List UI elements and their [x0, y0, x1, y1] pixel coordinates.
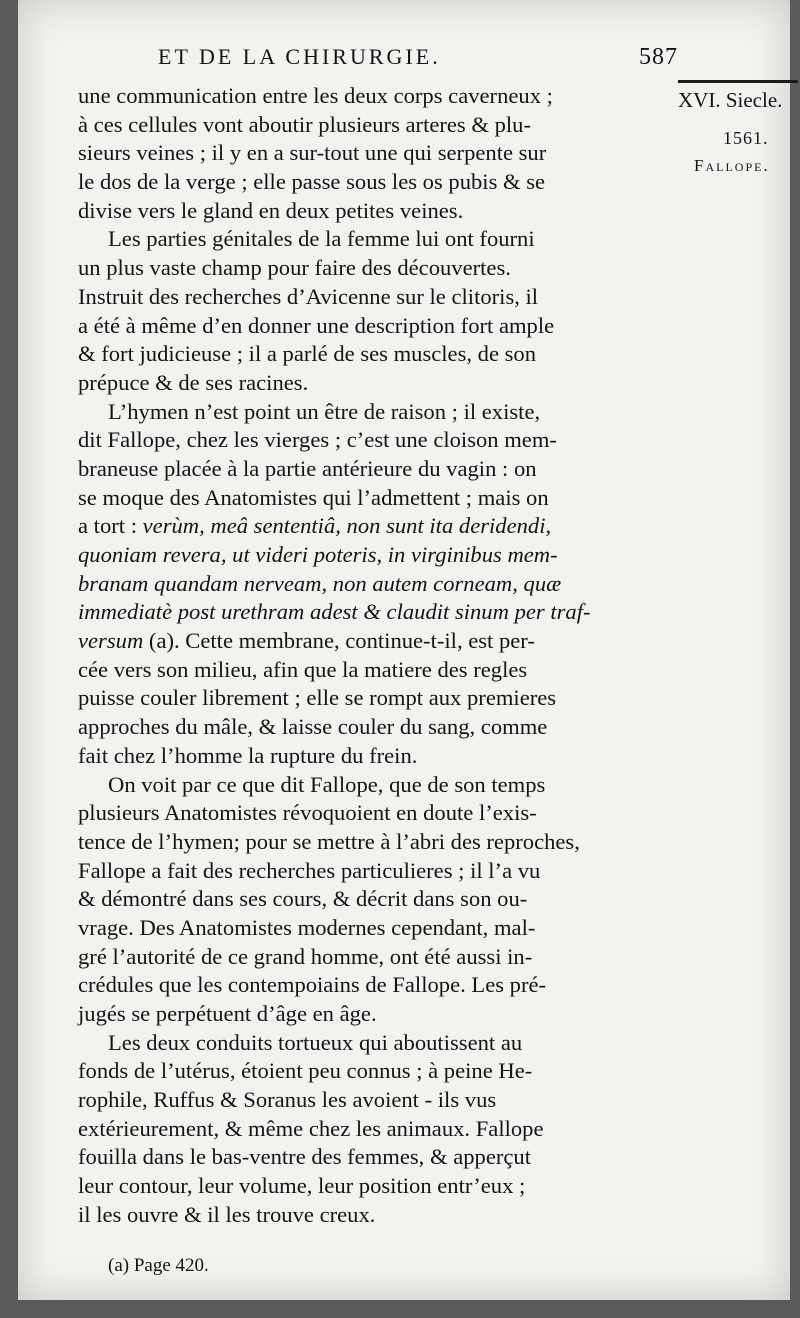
text-line-content: L’hymen n’est point un être de raison ; il existe, — [108, 398, 541, 424]
text-line — [78, 197, 674, 226]
text-line-content: une communication entre les deux corps caverneux ; — [78, 83, 553, 108]
text-line-content: dit Fallope, chez les vierges ; c’est une cloison mem- — [78, 427, 557, 453]
text-line — [78, 885, 674, 914]
text-line-content: rophile, Ruffus & Soranus les avoient - ils vus — [78, 1087, 497, 1113]
text-line-content: & fort judicieuse ; il a parlé de ses muscles, de son — [78, 341, 537, 367]
text-line-content: a tort : — [78, 513, 137, 539]
text-line-content: fouilla dans le bas-ventre des femmes, & apperçut — [78, 1144, 531, 1170]
book-page — [18, 0, 790, 1300]
text-line — [78, 1086, 674, 1115]
text-line — [78, 225, 674, 254]
text-line-content: Les parties génitales de la femme lui ont fourni — [108, 226, 535, 252]
text-line — [78, 771, 674, 800]
text-line-content: leur contour, leur volume, leur position entr’eux ; — [78, 1173, 526, 1199]
text-line — [78, 254, 674, 283]
text-line — [78, 684, 674, 713]
text-line-content: plusieurs Anatomistes révoquoient en doute l’exis- — [78, 800, 537, 826]
text-line-content: le dos de la verge ; elle passe sous les os pubis & se — [78, 169, 546, 195]
text-line-content: braneuse placée à la partie antérieure du vagin : on — [78, 455, 537, 481]
text-line-content: divise vers le gland en deux petites veines. — [78, 197, 464, 223]
text-line — [78, 799, 674, 828]
text-line — [78, 1057, 674, 1086]
text-line-content: il les ouvre & il les trouve creux. — [78, 1201, 376, 1227]
running-title: ET DE LA CHIRURGIE. — [158, 44, 441, 69]
text-line-content: puisse couler librement ; elle se rompt aux premieres — [78, 685, 557, 711]
text-line-content: cée vers son milieu, afin que la matiere des regles — [78, 656, 528, 682]
text-line-content: Les deux conduits tortueux qui aboutissent au — [108, 1029, 523, 1055]
text-line — [78, 742, 674, 771]
text-line-content: à ces cellules vont aboutir plusieurs arteres & plu- — [78, 111, 531, 137]
text-line-content: jugés se perpétuent d’âge en âge. — [78, 1001, 377, 1026]
text-line-content: gré l’autorité de ce grand homme, ont été aussi in- — [78, 943, 533, 969]
text-line — [78, 598, 674, 627]
text-line — [78, 484, 674, 513]
text-line — [78, 713, 674, 742]
text-line — [78, 1201, 674, 1230]
text-line-content: fait chez l’homme la rupture du frein. — [78, 742, 418, 768]
text-line-content: extérieurement, & même chez les animaux. Fallope — [78, 1115, 544, 1141]
text-line — [78, 512, 674, 541]
margin-year: 1561. — [723, 128, 769, 148]
text-line — [78, 111, 674, 140]
text-line-content: sieurs veines ; il y en a sur-tout une qui serpente sur — [78, 140, 547, 166]
text-line — [78, 340, 674, 369]
margin-name: Fallope. — [694, 156, 770, 175]
margin-century: XVI. Siecle. — [678, 88, 783, 112]
text-line — [78, 541, 674, 570]
page-number: 587 — [639, 44, 678, 70]
text-line-content: approches du mâle, & laisse couler du sang, comme — [78, 714, 548, 740]
text-line-content: se moque des Anatomistes qui l’admettent ; mais on — [78, 484, 549, 510]
text-line — [78, 455, 674, 484]
text-line-content: & démontré dans ses cours, & décrit dans son ou- — [78, 886, 528, 912]
text-line — [78, 828, 674, 857]
text-line-content: immediatè post urethram adest & claudit sinum per traf- — [78, 599, 591, 625]
text-line — [78, 312, 674, 341]
text-line — [78, 369, 674, 398]
text-line — [78, 283, 674, 312]
text-line-content: un plus vaste champ pour faire des découvertes. — [78, 255, 511, 281]
margin-rule — [678, 80, 798, 83]
text-line — [78, 1115, 674, 1144]
footnote: (a) Page 420. — [108, 1255, 209, 1276]
text-line-italic: verùm, meâ sententiâ, non sunt ita deridendi, — [136, 513, 552, 539]
text-line — [78, 627, 674, 656]
text-line — [78, 1029, 674, 1058]
text-line — [78, 398, 674, 427]
text-line-content: On voit par ce que dit Fallope, que de son temps — [108, 771, 546, 797]
text-line — [78, 426, 674, 455]
text-line-content: versum — [78, 628, 144, 654]
text-line — [78, 1000, 674, 1029]
text-line-content: fonds de l’utérus, étoient peu connus ; à peine He- — [78, 1058, 533, 1084]
text-line — [78, 570, 674, 599]
text-line-roman: (a). Cette membrane, continue-t-il, est per- — [143, 628, 535, 654]
body-text — [78, 82, 674, 1230]
text-line — [78, 168, 674, 197]
text-line-content: tence de l’hymen; pour se mettre à l’abri des reproches, — [78, 828, 580, 854]
text-line — [78, 1143, 674, 1172]
text-line — [78, 82, 674, 111]
text-line — [78, 971, 674, 1000]
text-line-content: Fallope a fait des recherches particulieres ; il l’a vu — [78, 857, 541, 883]
text-line-content: a été à même d’en donner une description fort ample — [78, 312, 555, 338]
text-line-content: crédules que les contempoiains de Fallope. Les pré- — [78, 972, 547, 998]
text-line — [78, 139, 674, 168]
text-line — [78, 656, 674, 685]
text-line-content: prépuce & de ses racines. — [78, 369, 309, 395]
text-line-content: branam quandam nerveam, non autem corneam, quæ — [78, 570, 562, 596]
text-line-content: Instruit des recherches d’Avicenne sur le clitoris, il — [78, 283, 539, 309]
text-line — [78, 943, 674, 972]
text-line — [78, 914, 674, 943]
text-line-content: vrage. Des Anatomistes modernes cependant, mal- — [78, 914, 536, 940]
text-line — [78, 857, 674, 886]
text-line-content: quoniam revera, ut videri poteris, in virginibus mem- — [78, 542, 558, 567]
text-line — [78, 1172, 674, 1201]
